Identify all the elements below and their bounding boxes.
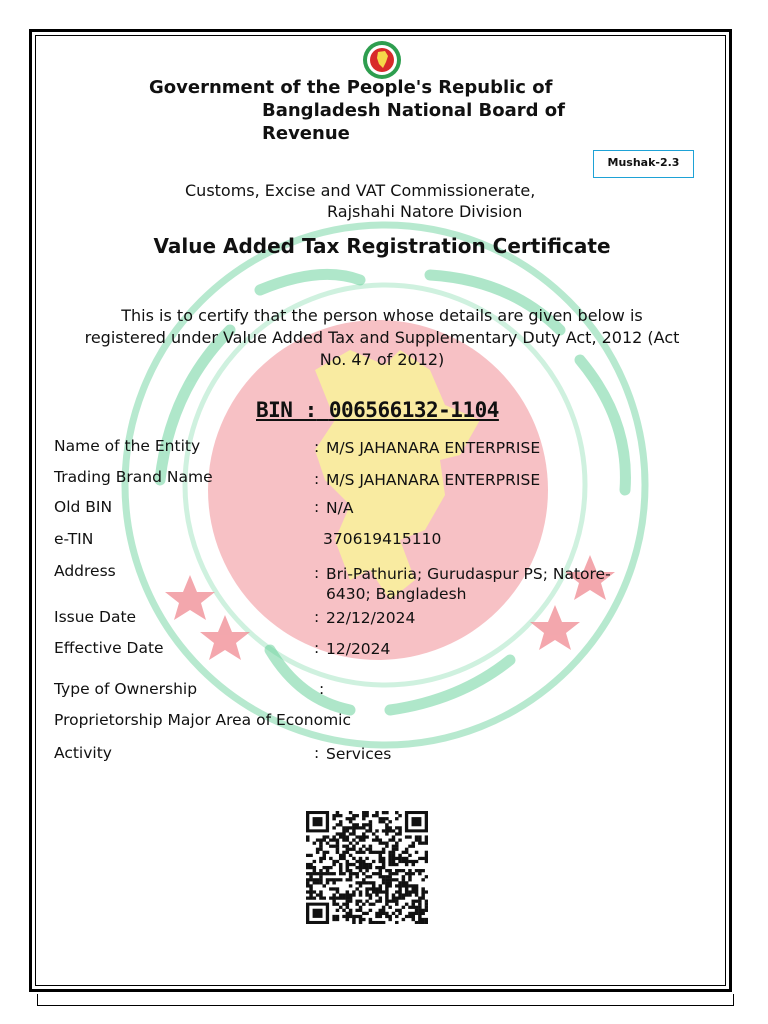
effective-date-value: 12/2024 xyxy=(326,640,391,658)
issuer-title-line2: Bangladesh National Board of xyxy=(262,100,565,121)
address-separator: : xyxy=(314,564,320,582)
form-code-box: Mushak-2.3 xyxy=(593,150,694,178)
entity-name-separator: : xyxy=(314,438,320,456)
page-bottom-border xyxy=(37,994,734,1006)
qr-code-icon xyxy=(306,811,428,924)
certification-statement: This is to certify that the person whose details are given below is registered under Value Added Tax and Supplementary Duty Act, 2012 (Act No. 47 of 2012) xyxy=(84,306,680,369)
old-bin-value: N/A xyxy=(326,499,354,517)
old-bin-label: Old BIN xyxy=(54,498,113,516)
ownership-type-label: Type of Ownership xyxy=(54,680,198,698)
address-value: Bri-Pathuria; Gurudaspur PS; Natore-6430; Bangladesh xyxy=(326,565,611,603)
etin-value: 370619415110 xyxy=(323,530,442,548)
ownership-value-and-area-label: Proprietorship Major Area of Economic xyxy=(54,711,352,729)
issue-date-separator: : xyxy=(314,608,320,626)
commissionerate-line2: Rajshahi Natore Division xyxy=(327,202,523,221)
etin-label: e-TIN xyxy=(54,530,94,548)
entity-name-value: M/S JAHANARA ENTERPRISE xyxy=(326,439,541,457)
bangladesh-emblem-icon xyxy=(361,40,403,80)
issue-date-label: Issue Date xyxy=(54,608,137,626)
activity-label: Activity xyxy=(54,744,112,762)
bin-number xyxy=(256,398,499,422)
commissionerate-line1: Customs, Excise and VAT Commissionerate, xyxy=(185,181,536,200)
issuer-title-line3: Revenue xyxy=(262,123,350,144)
certificate-title: Value Added Tax Registration Certificate xyxy=(153,234,611,258)
issuer-title-line1: Government of the People's Republic of xyxy=(149,77,553,98)
trading-brand-value: M/S JAHANARA ENTERPRISE xyxy=(326,471,541,489)
effective-date-label: Effective Date xyxy=(54,639,164,657)
bin-label: BIN : xyxy=(256,398,317,422)
activity-value: Services xyxy=(326,745,392,763)
old-bin-separator: : xyxy=(314,498,320,516)
address-label: Address xyxy=(54,562,116,580)
entity-name-label: Name of the Entity xyxy=(54,437,201,455)
issue-date-value: 22/12/2024 xyxy=(326,609,416,627)
bin-value: 006566132-1104 xyxy=(328,398,499,422)
activity-separator: : xyxy=(314,744,320,762)
trading-brand-separator: : xyxy=(314,470,320,488)
effective-date-separator: : xyxy=(314,639,320,657)
ownership-type-separator: : xyxy=(319,680,325,698)
trading-brand-label: Trading Brand Name xyxy=(54,468,213,486)
